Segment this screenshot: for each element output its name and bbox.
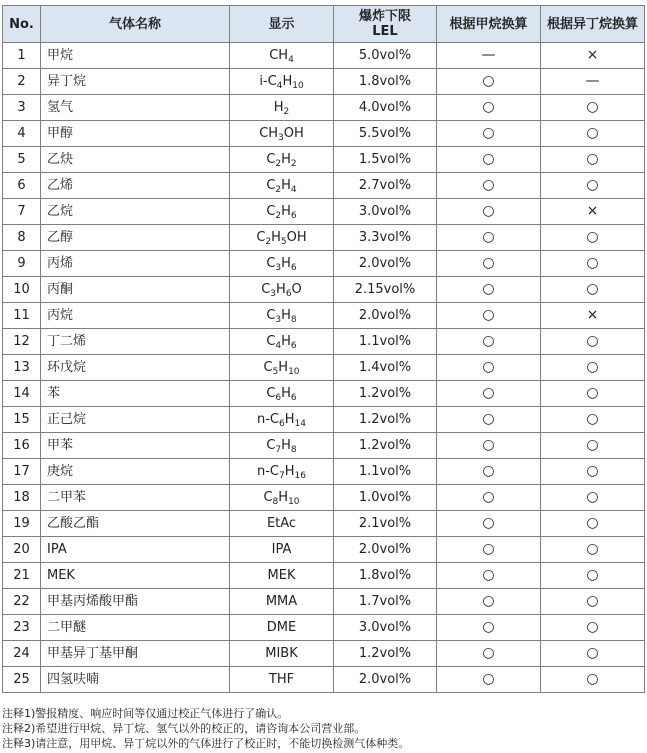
isobutane-conversion-mark: ○	[541, 511, 645, 537]
methane-conversion-mark: ○	[437, 225, 541, 251]
isobutane-conversion-mark: ○	[541, 225, 645, 251]
methane-conversion-mark: ○	[437, 329, 541, 355]
gas-name: 甲醇	[41, 121, 230, 147]
methane-conversion-mark: ○	[437, 95, 541, 121]
table-row	[3, 667, 645, 693]
gas-name: 苯	[41, 381, 230, 407]
lel-value: 5.5vol%	[334, 121, 437, 147]
isobutane-conversion-mark: ○	[541, 173, 645, 199]
lel-value: 1.1vol%	[334, 459, 437, 485]
row-number: 16	[3, 433, 41, 459]
lel-value: 4.0vol%	[334, 95, 437, 121]
isobutane-conversion-mark: ×	[541, 303, 645, 329]
table-body	[3, 43, 645, 693]
lel-value: 2.15vol%	[334, 277, 437, 303]
lel-value: 2.7vol%	[334, 173, 437, 199]
display-formula: $n-C_6H_{14}$	[230, 407, 334, 433]
display-formula: $CH_3OH$	[230, 121, 334, 147]
row-number: 17	[3, 459, 41, 485]
isobutane-conversion-mark: ○	[541, 589, 645, 615]
lel-value: 1.1vol%	[334, 329, 437, 355]
row-number: 4	[3, 121, 41, 147]
table-row	[3, 173, 645, 199]
lel-value: 1.0vol%	[334, 485, 437, 511]
footnote-3: 注释3)请注意，用甲烷、异丁烷以外的气体进行了校正时，不能切换检测气体种类。	[2, 737, 410, 750]
row-number: 7	[3, 199, 41, 225]
methane-conversion-mark: ○	[437, 303, 541, 329]
table-header-row	[3, 6, 645, 43]
methane-conversion-mark: ○	[437, 615, 541, 641]
display-formula: $H_2$	[230, 95, 334, 121]
table-row	[3, 407, 645, 433]
table-row	[3, 511, 645, 537]
lel-value: 2.0vol%	[334, 667, 437, 693]
table-row	[3, 95, 645, 121]
lel-value: 2.0vol%	[334, 537, 437, 563]
display-formula: $C_4H_6$	[230, 329, 334, 355]
isobutane-conversion-mark: ○	[541, 537, 645, 563]
isobutane-conversion-mark: ○	[541, 355, 645, 381]
display-formula: $C_3H_6O$	[230, 277, 334, 303]
row-number: 20	[3, 537, 41, 563]
methane-conversion-mark: ○	[437, 69, 541, 95]
methane-conversion-mark: ○	[437, 641, 541, 667]
row-number: 1	[3, 43, 41, 69]
gas-name: 二甲苯	[41, 485, 230, 511]
footnotes	[2, 706, 647, 751]
lel-value: 2.0vol%	[334, 251, 437, 277]
row-number: 11	[3, 303, 41, 329]
methane-conversion-mark: ○	[437, 459, 541, 485]
lel-value: 3.3vol%	[334, 225, 437, 251]
lel-value: 1.4vol%	[334, 355, 437, 381]
gas-name: 丙烯	[41, 251, 230, 277]
row-number: 22	[3, 589, 41, 615]
lel-value: 1.2vol%	[334, 407, 437, 433]
isobutane-conversion-mark: ○	[541, 147, 645, 173]
display-formula: $i-C_4H_{10}$	[230, 69, 334, 95]
isobutane-conversion-mark: ○	[541, 251, 645, 277]
table-row	[3, 563, 645, 589]
display-formula: $C_2H_2$	[230, 147, 334, 173]
header-lel	[334, 6, 437, 43]
table-row	[3, 277, 645, 303]
isobutane-conversion-mark: ○	[541, 667, 645, 693]
display-formula: $C_2H_4$	[230, 173, 334, 199]
row-number: 2	[3, 69, 41, 95]
gas-name: 乙醇	[41, 225, 230, 251]
table-row	[3, 121, 645, 147]
isobutane-conversion-mark: ○	[541, 329, 645, 355]
header-methane-conversion: 根据甲烷换算	[437, 6, 541, 43]
methane-conversion-mark: ○	[437, 485, 541, 511]
lel-value: 1.2vol%	[334, 641, 437, 667]
lel-value: 5.0vol%	[334, 43, 437, 69]
lel-value: 1.7vol%	[334, 589, 437, 615]
table-row	[3, 537, 645, 563]
methane-conversion-mark: ○	[437, 589, 541, 615]
display-formula: $CH_4$	[230, 43, 334, 69]
methane-conversion-mark: ○	[437, 173, 541, 199]
row-number: 8	[3, 225, 41, 251]
table-row	[3, 303, 645, 329]
isobutane-conversion-mark: ○	[541, 433, 645, 459]
footnote-1: 注释1)警报精度、响应时间等仅通过校正气体进行了确认。	[2, 707, 289, 720]
header-no: No.	[3, 6, 41, 43]
display-formula: MEK	[230, 563, 334, 589]
lel-value: 1.5vol%	[334, 147, 437, 173]
table-row	[3, 225, 645, 251]
table-row	[3, 147, 645, 173]
row-number: 10	[3, 277, 41, 303]
gas-name: 丙烷	[41, 303, 230, 329]
gas-name: 庚烷	[41, 459, 230, 485]
table-row	[3, 381, 645, 407]
header-lel-line2: LEL	[372, 24, 398, 39]
gas-name: 乙烯	[41, 173, 230, 199]
lel-value: 1.2vol%	[334, 381, 437, 407]
methane-conversion-mark: ○	[437, 199, 541, 225]
gas-name: 甲苯	[41, 433, 230, 459]
gas-name: MEK	[41, 563, 230, 589]
gas-name: 丁二烯	[41, 329, 230, 355]
gas-name: 甲基异丁基甲酮	[41, 641, 230, 667]
header-isobutane-conversion: 根据异丁烷换算	[541, 6, 645, 43]
methane-conversion-mark: —	[437, 43, 541, 69]
display-formula: EtAc	[230, 511, 334, 537]
table-row	[3, 43, 645, 69]
isobutane-conversion-mark: ○	[541, 277, 645, 303]
table-row	[3, 433, 645, 459]
row-number: 21	[3, 563, 41, 589]
lel-value: 1.8vol%	[334, 69, 437, 95]
table-row	[3, 69, 645, 95]
row-number: 13	[3, 355, 41, 381]
gas-name: 乙烷	[41, 199, 230, 225]
display-formula: $C_2H_5OH$	[230, 225, 334, 251]
lel-value: 1.2vol%	[334, 433, 437, 459]
row-number: 5	[3, 147, 41, 173]
lel-value: 1.8vol%	[334, 563, 437, 589]
isobutane-conversion-mark: ○	[541, 407, 645, 433]
row-number: 23	[3, 615, 41, 641]
gas-name: 氢气	[41, 95, 230, 121]
display-formula: MIBK	[230, 641, 334, 667]
gas-name: 甲烷	[41, 43, 230, 69]
row-number: 14	[3, 381, 41, 407]
display-formula: $C_5H_{10}$	[230, 355, 334, 381]
table-row	[3, 485, 645, 511]
display-formula: DME	[230, 615, 334, 641]
isobutane-conversion-mark: ×	[541, 43, 645, 69]
display-formula: $n-C_7H_{16}$	[230, 459, 334, 485]
gas-name: 正己烷	[41, 407, 230, 433]
methane-conversion-mark: ○	[437, 381, 541, 407]
lel-value: 3.0vol%	[334, 615, 437, 641]
row-number: 15	[3, 407, 41, 433]
display-formula: $C_6H_6$	[230, 381, 334, 407]
methane-conversion-mark: ○	[437, 433, 541, 459]
gas-name: 丙酮	[41, 277, 230, 303]
gas-name: 乙酸乙酯	[41, 511, 230, 537]
row-number: 19	[3, 511, 41, 537]
row-number: 18	[3, 485, 41, 511]
isobutane-conversion-mark: ×	[541, 199, 645, 225]
isobutane-conversion-mark: ○	[541, 381, 645, 407]
display-formula: $C_7H_8$	[230, 433, 334, 459]
footnote-2: 注释2)希望进行甲烷、异丁烷、氢气以外的校正的，请咨询本公司营业部。	[2, 722, 366, 735]
display-formula: $C_3H_6$	[230, 251, 334, 277]
isobutane-conversion-mark: ○	[541, 459, 645, 485]
table-row	[3, 199, 645, 225]
isobutane-conversion-mark: —	[541, 69, 645, 95]
table-row	[3, 641, 645, 667]
isobutane-conversion-mark: ○	[541, 615, 645, 641]
gas-lel-table	[2, 5, 645, 693]
methane-conversion-mark: ○	[437, 147, 541, 173]
gas-name: 异丁烷	[41, 69, 230, 95]
methane-conversion-mark: ○	[437, 277, 541, 303]
gas-name: IPA	[41, 537, 230, 563]
methane-conversion-mark: ○	[437, 407, 541, 433]
row-number: 9	[3, 251, 41, 277]
header-gas-name: 气体名称	[41, 6, 230, 43]
gas-name: 乙炔	[41, 147, 230, 173]
display-formula: IPA	[230, 537, 334, 563]
display-formula: $C_8H_{10}$	[230, 485, 334, 511]
methane-conversion-mark: ○	[437, 537, 541, 563]
table-row	[3, 459, 645, 485]
row-number: 12	[3, 329, 41, 355]
table-row	[3, 589, 645, 615]
methane-conversion-mark: ○	[437, 511, 541, 537]
table-row	[3, 615, 645, 641]
display-formula: MMA	[230, 589, 334, 615]
display-formula: $C_3H_8$	[230, 303, 334, 329]
header-lel-line1: 爆炸下限	[358, 9, 411, 24]
row-number: 3	[3, 95, 41, 121]
header-display: 显示	[230, 6, 334, 43]
display-formula: $C_2H_6$	[230, 199, 334, 225]
table-row	[3, 355, 645, 381]
methane-conversion-mark: ○	[437, 251, 541, 277]
methane-conversion-mark: ○	[437, 355, 541, 381]
isobutane-conversion-mark: ○	[541, 485, 645, 511]
row-number: 6	[3, 173, 41, 199]
lel-value: 3.0vol%	[334, 199, 437, 225]
gas-name: 四氢呋喃	[41, 667, 230, 693]
gas-name: 环戊烷	[41, 355, 230, 381]
table-row	[3, 329, 645, 355]
display-formula: THF	[230, 667, 334, 693]
row-number: 24	[3, 641, 41, 667]
isobutane-conversion-mark: ○	[541, 641, 645, 667]
lel-value: 2.0vol%	[334, 303, 437, 329]
methane-conversion-mark: ○	[437, 121, 541, 147]
isobutane-conversion-mark: ○	[541, 95, 645, 121]
gas-name: 甲基丙烯酸甲酯	[41, 589, 230, 615]
row-number: 25	[3, 667, 41, 693]
gas-name: 二甲醚	[41, 615, 230, 641]
table-row	[3, 251, 645, 277]
lel-value: 2.1vol%	[334, 511, 437, 537]
isobutane-conversion-mark: ○	[541, 121, 645, 147]
methane-conversion-mark: ○	[437, 667, 541, 693]
isobutane-conversion-mark: ○	[541, 563, 645, 589]
methane-conversion-mark: ○	[437, 563, 541, 589]
